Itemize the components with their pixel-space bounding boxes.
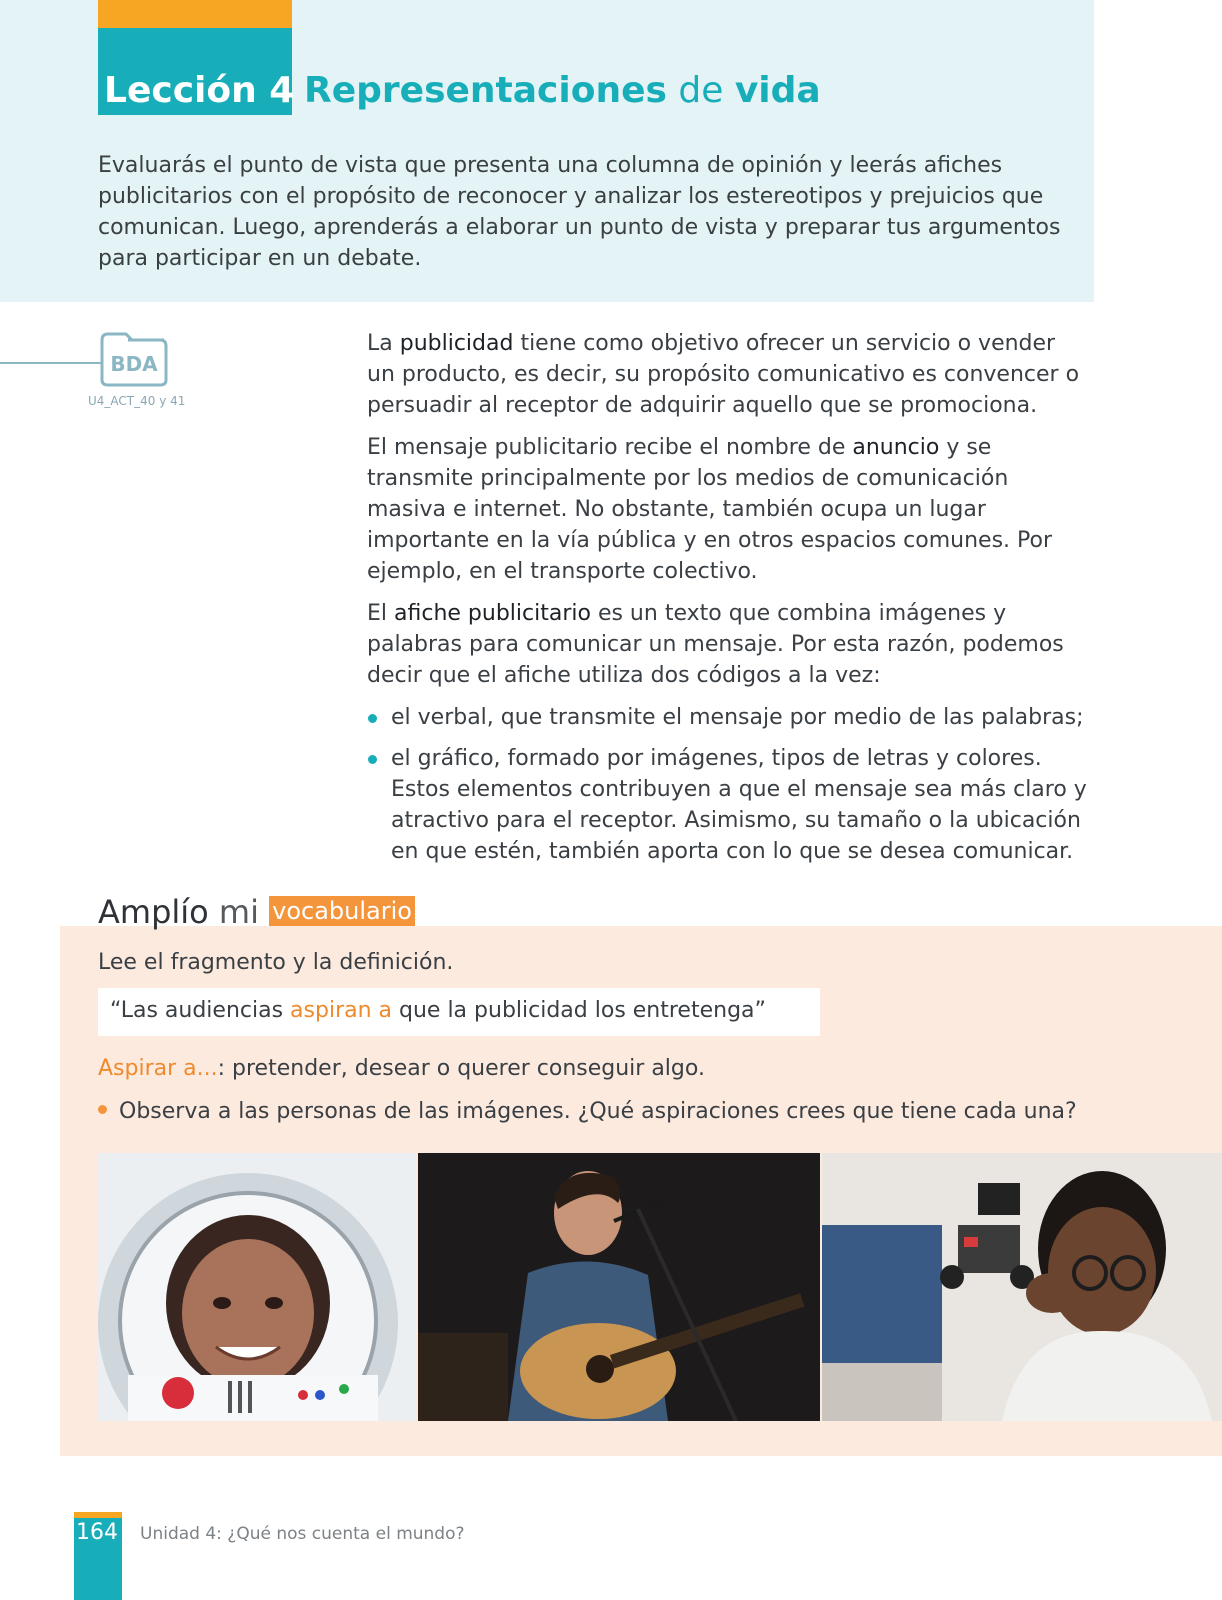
- text-run: tiene como objetivo ofrecer un servicio o vender un producto, es decir, su propósito comunicativo es convencer o persuadir al receptor de adquirir aquello que se promociona.: [367, 331, 1080, 418]
- text-run: La: [367, 331, 400, 356]
- question-text: Observa a las personas de las imágenes. ¿Qué aspiraciones crees que tiene cada una?: [119, 1099, 1077, 1124]
- paragraph-afiche: [367, 598, 1087, 691]
- text-run: que la publicidad los entretenga”: [392, 998, 766, 1023]
- lesson-intro: Evaluarás el punto de vista que presenta una columna de opinión y leerás afiches publicitarios con el propósito de reconocer y analizar los estereotipos y prejuicios que comunican. Luego, aprenderás a elaborar un punto de vista y preparar tus argumentos para participar en un debate.: [98, 153, 1061, 271]
- footer-unit-title: Unidad 4: ¿Qué nos cuenta el mundo?: [140, 1524, 465, 1544]
- quote-text: [110, 998, 766, 1023]
- vocabulary-heading: [98, 893, 415, 931]
- text-run: y se transmite principalmente por los medios de comunicación masiva e internet. No obstante, también ocupa un lugar importante en la vía pública y en otros espacios comunes. Por ejemplo, en el transporte colectivo.: [367, 435, 1053, 584]
- photo-singer-guitar: [418, 1153, 820, 1421]
- footer-accent: [74, 1512, 122, 1518]
- quote-highlight: aspiran a: [290, 998, 393, 1023]
- bda-badge-text: BDA: [110, 352, 158, 376]
- code-list: [367, 702, 1087, 867]
- heading-word: mi: [218, 893, 259, 931]
- paragraph-publicidad: [367, 328, 1087, 421]
- vocabulary-tag: vocabulario: [269, 896, 415, 926]
- page-number: 164: [76, 1520, 118, 1545]
- text-run: es un texto que combina imágenes y palabras para comunicar un mensaje. Por esta razón, podemos decir que el afiche utiliza dos códigos a la vez:: [367, 601, 1064, 688]
- vocabulary-question: [98, 1099, 1077, 1124]
- term-anuncio: anuncio: [852, 435, 940, 460]
- definition: [98, 1056, 705, 1081]
- lesson-title-part2: de: [678, 70, 724, 111]
- lesson-title-part3: vida: [734, 70, 821, 111]
- definition-term: Aspirar a...: [98, 1056, 218, 1081]
- bda-code: U4_ACT_40 y 41: [88, 394, 186, 408]
- quote-box: [98, 988, 820, 1036]
- bda-folder-icon[interactable]: [98, 330, 170, 388]
- text-run: El mensaje publicitario recibe el nombre de: [367, 435, 853, 460]
- list-item: el gráfico, formado por imágenes, tipos de letras y colores. Estos elementos contribuyen a que el mensaje sea más claro y atractivo para el receptor. Asimismo, su tamaño o la ubicación en que estén, también aporta con lo que se desea comunicar.: [367, 743, 1087, 867]
- list-item: el verbal, que transmite el mensaje por medio de las palabras;: [367, 702, 1087, 733]
- lesson-title-part1: Representaciones: [304, 70, 667, 111]
- photo-girl-robot: [822, 1153, 1222, 1421]
- term-afiche-publicitario: afiche publicitario: [394, 601, 591, 626]
- paragraph-anuncio: [367, 432, 1087, 587]
- body-text: [367, 328, 1087, 877]
- heading-word: Amplío: [98, 893, 219, 931]
- term-publicidad: publicidad: [399, 331, 514, 356]
- text-run: El: [367, 601, 395, 626]
- definition-text: : pretender, desear o querer conseguir algo.: [217, 1056, 705, 1081]
- orange-tab-accent: [98, 0, 292, 28]
- photo-girl-astronaut-helmet: [98, 1153, 416, 1421]
- vocabulary-instruction: Lee el fragmento y la definición.: [98, 950, 454, 975]
- bda-connector-line: [0, 362, 106, 364]
- bullet-dot: [98, 1105, 107, 1114]
- text-run: “Las audiencias: [110, 998, 291, 1023]
- lesson-label: Lección 4: [104, 70, 295, 111]
- lesson-title: [304, 70, 821, 111]
